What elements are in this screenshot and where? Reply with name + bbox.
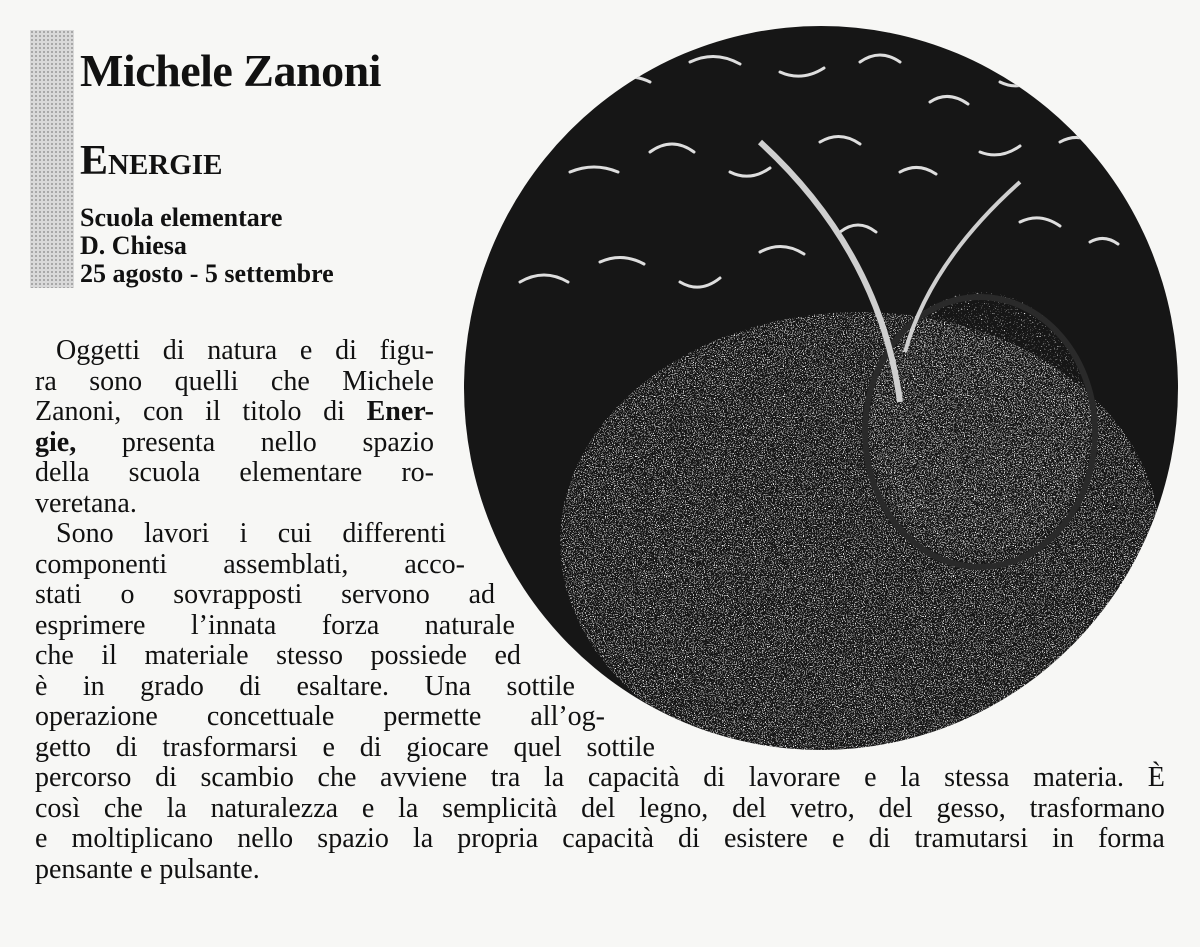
article-line: della scuola elementare ro- — [35, 457, 434, 488]
venue-school: D. Chiesa — [80, 231, 187, 260]
author-name: Michele Zanoni — [80, 45, 381, 96]
article-line: Sono lavori i cui differenti — [56, 518, 446, 549]
article-line: componenti assemblati, acco- — [35, 548, 465, 580]
article-line: ra sono quelli che Michele — [35, 365, 434, 397]
article-line: così che la naturalezza e la semplicità del legno, del vetro, del gesso, trasformano — [35, 792, 1165, 824]
article-line: stati o sovrapposti servono ad — [35, 579, 495, 610]
exhibition-title: Energie — [80, 138, 223, 184]
article-line: gie, presenta nello spazio — [35, 426, 434, 458]
article-line: pensante e pulsante. — [35, 853, 260, 885]
article-line: e moltiplicano nello spazio la propria capacità di esistere e di tramutarsi in forma — [35, 823, 1165, 854]
article-line: esprimere l’innata forza naturale — [35, 609, 515, 641]
article-line: operazione concettuale permette all’og- — [35, 701, 605, 732]
venue-dates: 25 agosto - 5 settembre — [80, 259, 334, 288]
article-line: percorso di scambio che avviene tra la capacità di lavorare e la stessa materia. È — [35, 762, 1165, 793]
article-line: getto di trasformarsi e di giocare quel sottile — [35, 731, 655, 763]
article-line: veretana. — [35, 487, 137, 519]
article-line: è in grado di esaltare. Una sottile — [35, 670, 575, 702]
venue-place: Scuola elementare — [80, 203, 283, 232]
article-line: che il materiale stesso possiede ed — [35, 640, 521, 671]
article-line: Zanoni, con il titolo di Ener- — [35, 396, 434, 427]
article-line: Oggetti di natura e di figu- — [56, 335, 434, 366]
